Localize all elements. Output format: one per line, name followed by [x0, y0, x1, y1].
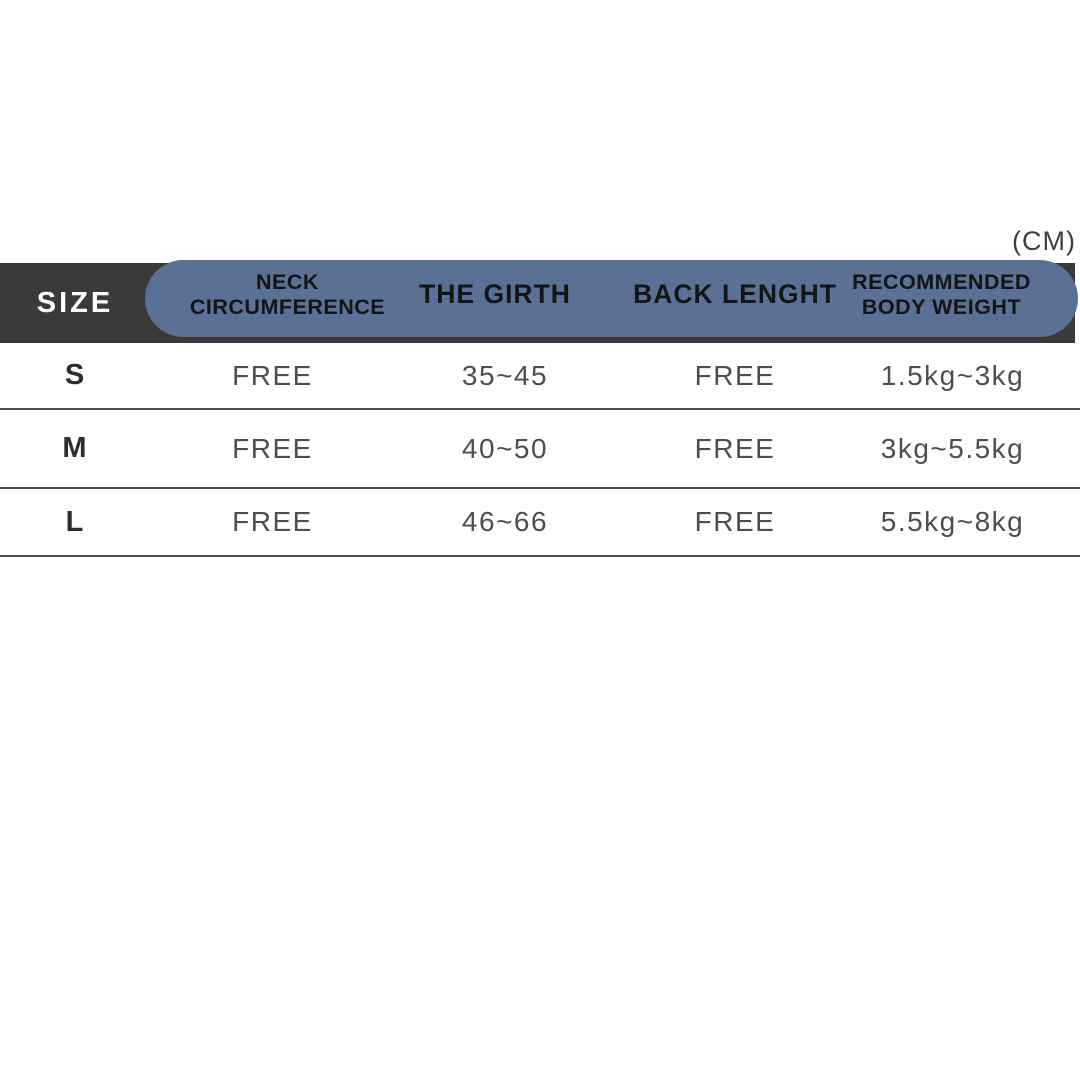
cell-girth: 35~45 — [461, 359, 549, 391]
header-line: BODY WEIGHT — [861, 294, 1022, 319]
table-row-m — [0, 410, 1080, 489]
header-line: CIRCUMFERENCE — [189, 294, 386, 319]
table-header — [0, 260, 1080, 344]
column-header-back-length — [615, 280, 855, 318]
size-column-header: SIZE — [36, 287, 114, 319]
header-line: RECOMMENDED — [852, 270, 1031, 295]
cell-neck-circumference: FREE — [232, 432, 313, 464]
column-header-the-girth — [395, 280, 615, 318]
table-row-l — [0, 489, 1080, 557]
cell-back-length: FREE — [694, 359, 776, 391]
cell-back-length: FREE — [694, 506, 776, 537]
cell-body-weight: 3kg~5.5kg — [880, 432, 1025, 464]
unit-label: (CM) — [1012, 226, 1076, 256]
header-line: NECK — [256, 270, 319, 295]
cell-girth: 46~66 — [461, 506, 549, 537]
row-size-label: S — [64, 359, 86, 391]
cell-neck-circumference: FREE — [232, 506, 313, 537]
cell-back-length: FREE — [694, 432, 776, 464]
row-size-label: M — [62, 432, 88, 464]
cell-body-weight: 5.5kg~8kg — [880, 506, 1025, 537]
header-line: THE GIRTH — [419, 278, 571, 309]
row-size-label: L — [65, 505, 85, 538]
table-row-s — [0, 343, 1080, 410]
cell-body-weight: 1.5kg~3kg — [880, 359, 1025, 391]
cell-girth: 40~50 — [461, 432, 549, 464]
cell-neck-circumference: FREE — [232, 359, 313, 391]
header-pill — [145, 260, 1078, 337]
header-line: BACK LENGHT — [633, 278, 837, 309]
column-header-neck-circumference — [145, 270, 395, 326]
size-table-body — [0, 343, 1080, 557]
column-header-recommended-body-weight — [852, 270, 1078, 326]
